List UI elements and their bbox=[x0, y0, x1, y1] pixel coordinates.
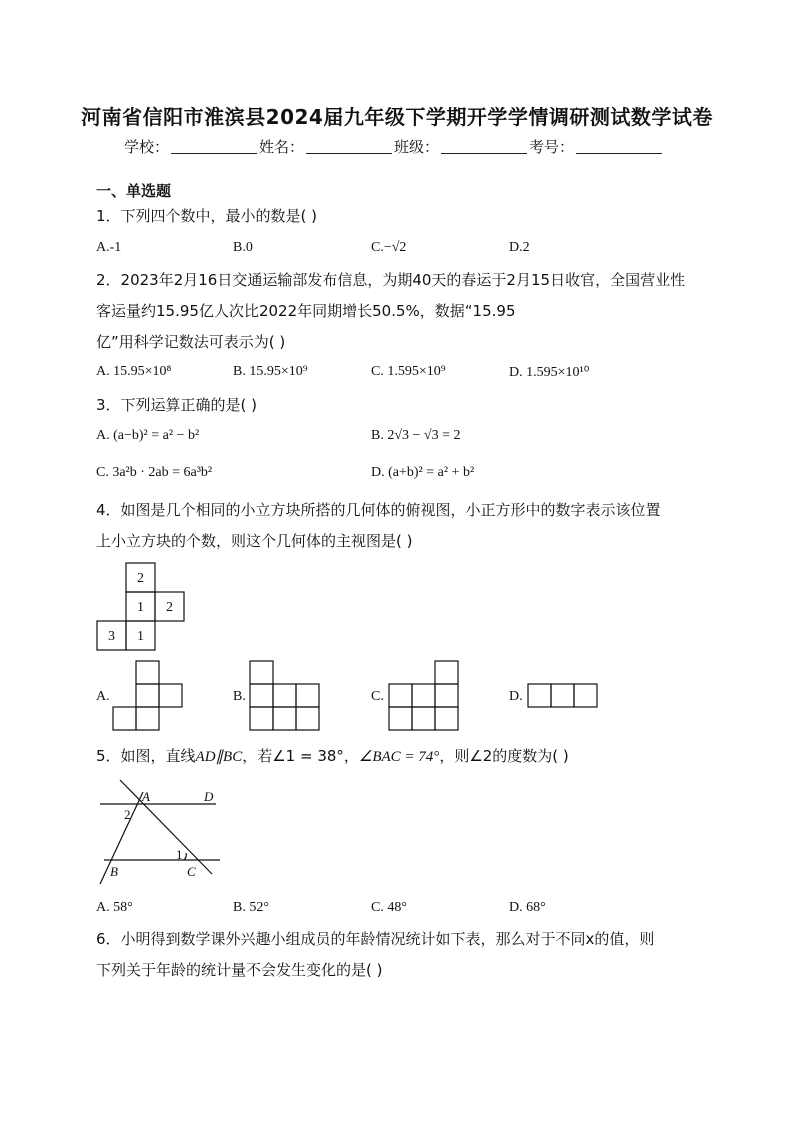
q3-option-b[interactable]: B. 2√3 − √3 = 2 bbox=[371, 428, 461, 443]
q6-stem-line2: 下列关于年龄的统计量不会发生变化的是( ) bbox=[96, 961, 383, 979]
q3-option-a[interactable]: A. (a−b)² = a² − b² bbox=[96, 428, 200, 443]
q2-option-a[interactable]: A. 15.95×10⁸ bbox=[96, 364, 172, 379]
q6-stem-line1: 6．小明得到数学课外兴趣小组成员的年龄情况统计如下表，那么对于不同x的值，则 bbox=[96, 930, 655, 948]
q1-option-c[interactable]: C.−√2 bbox=[371, 240, 407, 255]
exam-number-blank[interactable] bbox=[576, 139, 662, 154]
q3-stem: 3．下列运算正确的是( ) bbox=[96, 396, 258, 414]
q2-stem-line3: 亿”用科学记数法可表示为( ) bbox=[96, 333, 286, 351]
q5-option-c[interactable]: C. 48° bbox=[371, 900, 407, 915]
exam-title: 河南省信阳市淮滨县2024届九年级下学期开学学情调研测试数学试卷 bbox=[81, 105, 713, 129]
q4-option-d-label[interactable]: D. bbox=[509, 689, 523, 704]
school-label: 学校： bbox=[124, 138, 170, 156]
section-title: 一、单选题 bbox=[96, 182, 172, 200]
exam-number-label: 考号： bbox=[529, 138, 575, 156]
q5-stem-prefix: 5．如图，直线 bbox=[96, 747, 196, 765]
point-c-label: C bbox=[187, 864, 196, 879]
name-label: 姓名： bbox=[259, 138, 305, 156]
q4-option-b-figure[interactable] bbox=[249, 660, 323, 732]
q2-option-c[interactable]: C. 1.595×10⁹ bbox=[371, 364, 446, 379]
q4-option-b-label[interactable]: B. bbox=[233, 689, 246, 704]
q5-geometry-figure bbox=[96, 776, 226, 886]
grid-number: 3 bbox=[108, 629, 115, 644]
point-b-label: B bbox=[110, 864, 118, 879]
q4-option-c-label[interactable]: C. bbox=[371, 689, 384, 704]
q2-option-d[interactable]: D. 1.595×10¹⁰ bbox=[509, 365, 590, 380]
grid-number: 2 bbox=[137, 571, 144, 586]
q4-top-view-figure bbox=[96, 562, 188, 652]
grid-number: 2 bbox=[166, 600, 173, 615]
q5-stem bbox=[96, 745, 569, 766]
grid-number: 1 bbox=[137, 600, 144, 615]
q2-stem-line1: 2．2023年2月16日交通运输部发布信息，为期40天的春运于2月15日收官，全国营业性 bbox=[96, 271, 686, 289]
q5-stem-angle1: ，若∠1 = 38°， bbox=[242, 747, 359, 765]
transversal-ab bbox=[100, 792, 143, 884]
point-d-label: D bbox=[204, 789, 214, 804]
q2-option-b[interactable]: B. 15.95×10⁹ bbox=[233, 364, 308, 379]
student-info-line bbox=[124, 136, 664, 157]
q1-option-b[interactable]: B.0 bbox=[233, 240, 253, 255]
q5-stem-math-bac: ∠BAC = 74° bbox=[358, 749, 440, 765]
q5-stem-math-parallel: AD∥BC bbox=[195, 749, 243, 765]
point-a-label: A bbox=[142, 789, 150, 804]
class-label: 班级： bbox=[394, 138, 440, 156]
q4-stem-line1: 4．如图是几个相同的小立方块所搭的几何体的俯视图，小正方形中的数字表示该位置 bbox=[96, 501, 661, 519]
q4-option-d-figure[interactable] bbox=[527, 683, 601, 709]
name-blank[interactable] bbox=[306, 139, 392, 154]
q4-stem-line2: 上小立方块的个数，则这个几何体的主视图是( ) bbox=[96, 532, 413, 550]
angle-2-label: 2 bbox=[124, 807, 131, 822]
q1-option-d[interactable]: D.2 bbox=[509, 240, 530, 255]
grid-number: 1 bbox=[137, 629, 144, 644]
q2-stem-line2: 客运量约15.95亿人次比2022年同期增长50.5%，数据“15.95 bbox=[96, 302, 516, 320]
q4-option-c-figure[interactable] bbox=[388, 660, 462, 732]
q4-option-a-label[interactable]: A. bbox=[96, 689, 110, 704]
q5-stem-suffix: ，则∠2的度数为( ) bbox=[439, 747, 569, 765]
q1-stem: 1．下列四个数中，最小的数是( ) bbox=[96, 207, 318, 225]
q5-option-b[interactable]: B. 52° bbox=[233, 900, 269, 915]
q5-option-a[interactable]: A. 58° bbox=[96, 900, 133, 915]
angle-1-arc bbox=[184, 853, 186, 860]
q5-option-d[interactable]: D. 68° bbox=[509, 900, 546, 915]
angle-1-label: 1 bbox=[176, 847, 183, 862]
q3-option-c[interactable]: C. 3a²b · 2ab = 6a³b² bbox=[96, 465, 213, 480]
q4-option-a-figure[interactable] bbox=[112, 660, 186, 732]
q3-option-d[interactable]: D. (a+b)² = a² + b² bbox=[371, 465, 475, 480]
q1-option-a[interactable]: A.-1 bbox=[96, 240, 122, 255]
class-blank[interactable] bbox=[441, 139, 527, 154]
school-blank[interactable] bbox=[171, 139, 257, 154]
